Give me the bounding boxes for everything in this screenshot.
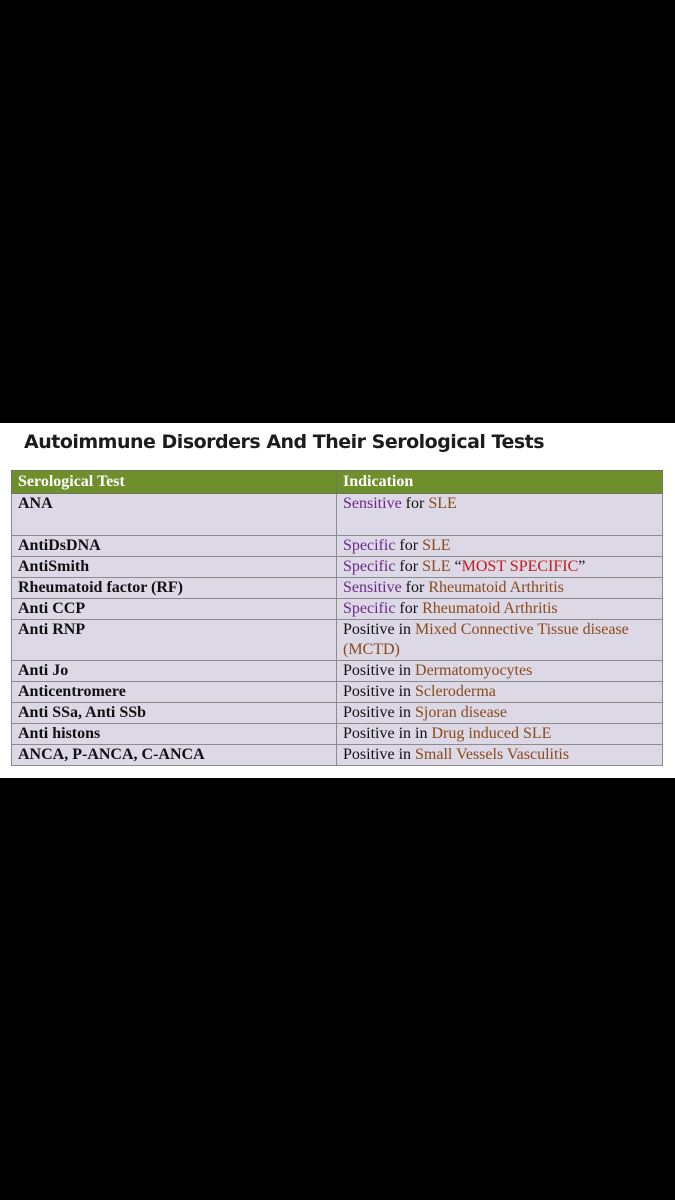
table-row xyxy=(12,536,663,557)
indication-connector: for xyxy=(401,579,429,596)
indication-connector: Positive in xyxy=(343,621,416,638)
indication-connector: for xyxy=(395,558,423,575)
test-cell: Anticentromere xyxy=(12,682,337,703)
indication-qualifier: Specific xyxy=(343,600,396,617)
indication-qualifier: Sensitive xyxy=(343,579,402,596)
table-row xyxy=(12,578,663,599)
table-row xyxy=(12,620,663,661)
indication-disease: Drug induced SLE xyxy=(431,725,552,742)
test-cell: AntiDsDNA xyxy=(12,536,337,557)
indication-cell xyxy=(337,620,663,661)
content-image xyxy=(0,423,675,778)
indication-connector: Positive in xyxy=(343,704,416,721)
indication-disease: SLE xyxy=(422,558,451,575)
indication-cell xyxy=(337,703,663,724)
indication-connector: Positive in xyxy=(343,683,416,700)
indication-disease: Rheumatoid Arthritis xyxy=(422,600,558,617)
column-header-indication: Indication xyxy=(337,471,663,494)
indication-disease: Small Vessels Vasculitis xyxy=(415,746,570,763)
indication-disease: SLE xyxy=(428,495,457,512)
indication-qualifier: Sensitive xyxy=(343,495,402,512)
table-row xyxy=(12,599,663,620)
table-row xyxy=(12,745,663,766)
indication-cell xyxy=(337,557,663,578)
test-cell: Rheumatoid factor (RF) xyxy=(12,578,337,599)
test-cell: Anti histons xyxy=(12,724,337,745)
indication-connector: for xyxy=(395,600,423,617)
indication-qualifier: Specific xyxy=(343,558,396,575)
indication-cell xyxy=(337,724,663,745)
indication-connector: Positive in xyxy=(343,746,416,763)
indication-disease: SLE xyxy=(422,537,451,554)
test-cell: Anti RNP xyxy=(12,620,337,661)
quote-close: ” xyxy=(578,558,586,575)
indication-disease: Scleroderma xyxy=(415,683,496,700)
indication-disease: Mixed Connective Tissue disease (MCTD) xyxy=(343,621,629,658)
indication-cell xyxy=(337,494,663,536)
table-row xyxy=(12,724,663,745)
test-cell: Anti Jo xyxy=(12,661,337,682)
quote-open: “ xyxy=(450,558,462,575)
indication-connector: Positive in xyxy=(343,662,416,679)
page-title: Autoimmune Disorders And Their Serological Tests xyxy=(24,431,545,453)
indication-disease: Dermatomyocytes xyxy=(415,662,533,679)
indication-cell xyxy=(337,682,663,703)
indication-connector: for xyxy=(395,537,423,554)
test-cell: ANCA, P-ANCA, C-ANCA xyxy=(12,745,337,766)
serological-tests-table xyxy=(11,470,663,766)
test-cell: Anti SSa, Anti SSb xyxy=(12,703,337,724)
test-cell: AntiSmith xyxy=(12,557,337,578)
table-row xyxy=(12,494,663,536)
test-cell: Anti CCP xyxy=(12,599,337,620)
indication-cell xyxy=(337,599,663,620)
indication-qualifier: Specific xyxy=(343,537,396,554)
table-header-row xyxy=(12,471,663,494)
test-cell: ANA xyxy=(12,494,337,536)
indication-cell xyxy=(337,661,663,682)
column-header-test: Serological Test xyxy=(12,471,337,494)
indication-disease: Sjoran disease xyxy=(415,704,507,721)
table-row xyxy=(12,682,663,703)
table-row xyxy=(12,557,663,578)
indication-disease: Rheumatoid Arthritis xyxy=(428,579,564,596)
indication-cell xyxy=(337,745,663,766)
emphasis-label: MOST SPECIFIC xyxy=(461,558,579,575)
table-row xyxy=(12,661,663,682)
indication-cell xyxy=(337,536,663,557)
table-row xyxy=(12,703,663,724)
indication-connector: Positive in in xyxy=(343,725,432,742)
indication-connector: for xyxy=(401,495,429,512)
indication-cell xyxy=(337,578,663,599)
